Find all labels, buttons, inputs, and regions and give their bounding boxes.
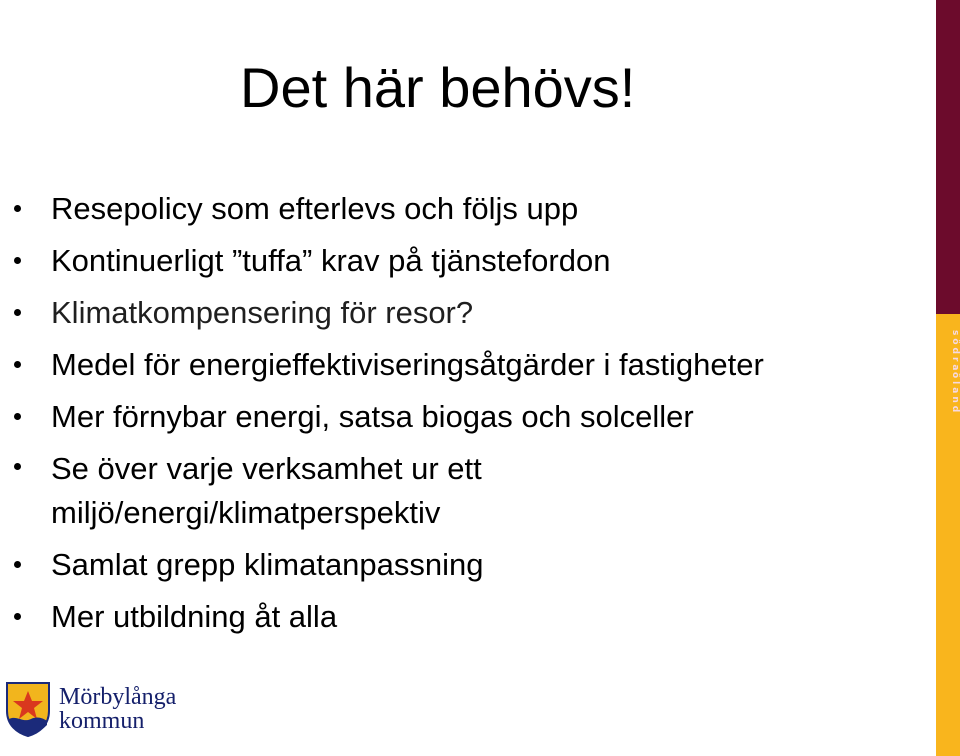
strip-text-oland: öland (950, 372, 960, 416)
bullet-item (0, 591, 930, 643)
brand-side-strip (936, 0, 960, 756)
bullet-dot-icon (14, 257, 21, 264)
bullet-dot-icon (14, 463, 21, 470)
bullet-text: Se över varje verksamhet ur ett miljö/energi/klimatperspektiv (51, 451, 482, 530)
bullet-dot-icon (14, 309, 21, 316)
bullet-item (0, 443, 611, 539)
star-shield-icon (5, 681, 51, 737)
strip-top-block (936, 0, 960, 314)
bullet-dot-icon (14, 205, 21, 212)
bullet-item (0, 287, 930, 339)
bullet-dot-icon (14, 613, 21, 620)
bullet-item (0, 391, 930, 443)
logo-name-line2: kommun (59, 708, 145, 734)
bullet-list (0, 183, 930, 643)
bullet-dot-icon (14, 413, 21, 420)
logo-text (59, 685, 176, 733)
bullet-item (0, 183, 930, 235)
bullet-item (0, 539, 930, 591)
municipality-logo (5, 678, 176, 740)
bullet-item (0, 235, 930, 287)
bullet-text: Kontinuerligt ”tuffa” krav på tjänstefordon (51, 243, 611, 278)
bullet-dot-icon (14, 561, 21, 568)
bullet-text: Resepolicy som efterlevs och följs upp (51, 191, 579, 226)
slide-title: Det här behövs! (240, 56, 636, 119)
bullet-text: Klimatkompensering för resor? (51, 295, 474, 330)
bullet-text: Mer utbildning åt alla (51, 599, 338, 634)
strip-text-sodra: södra (950, 330, 960, 374)
bullet-dot-icon (14, 361, 21, 368)
logo-name-line1: Mörbylånga (59, 684, 177, 710)
bullet-text: Medel för energieffektiviseringsåtgärder i fastigheter (51, 347, 764, 382)
bullet-text: Samlat grepp klimatanpassning (51, 547, 484, 582)
bullet-text: Mer förnybar energi, satsa biogas och solceller (51, 399, 694, 434)
bullet-item (0, 339, 930, 391)
